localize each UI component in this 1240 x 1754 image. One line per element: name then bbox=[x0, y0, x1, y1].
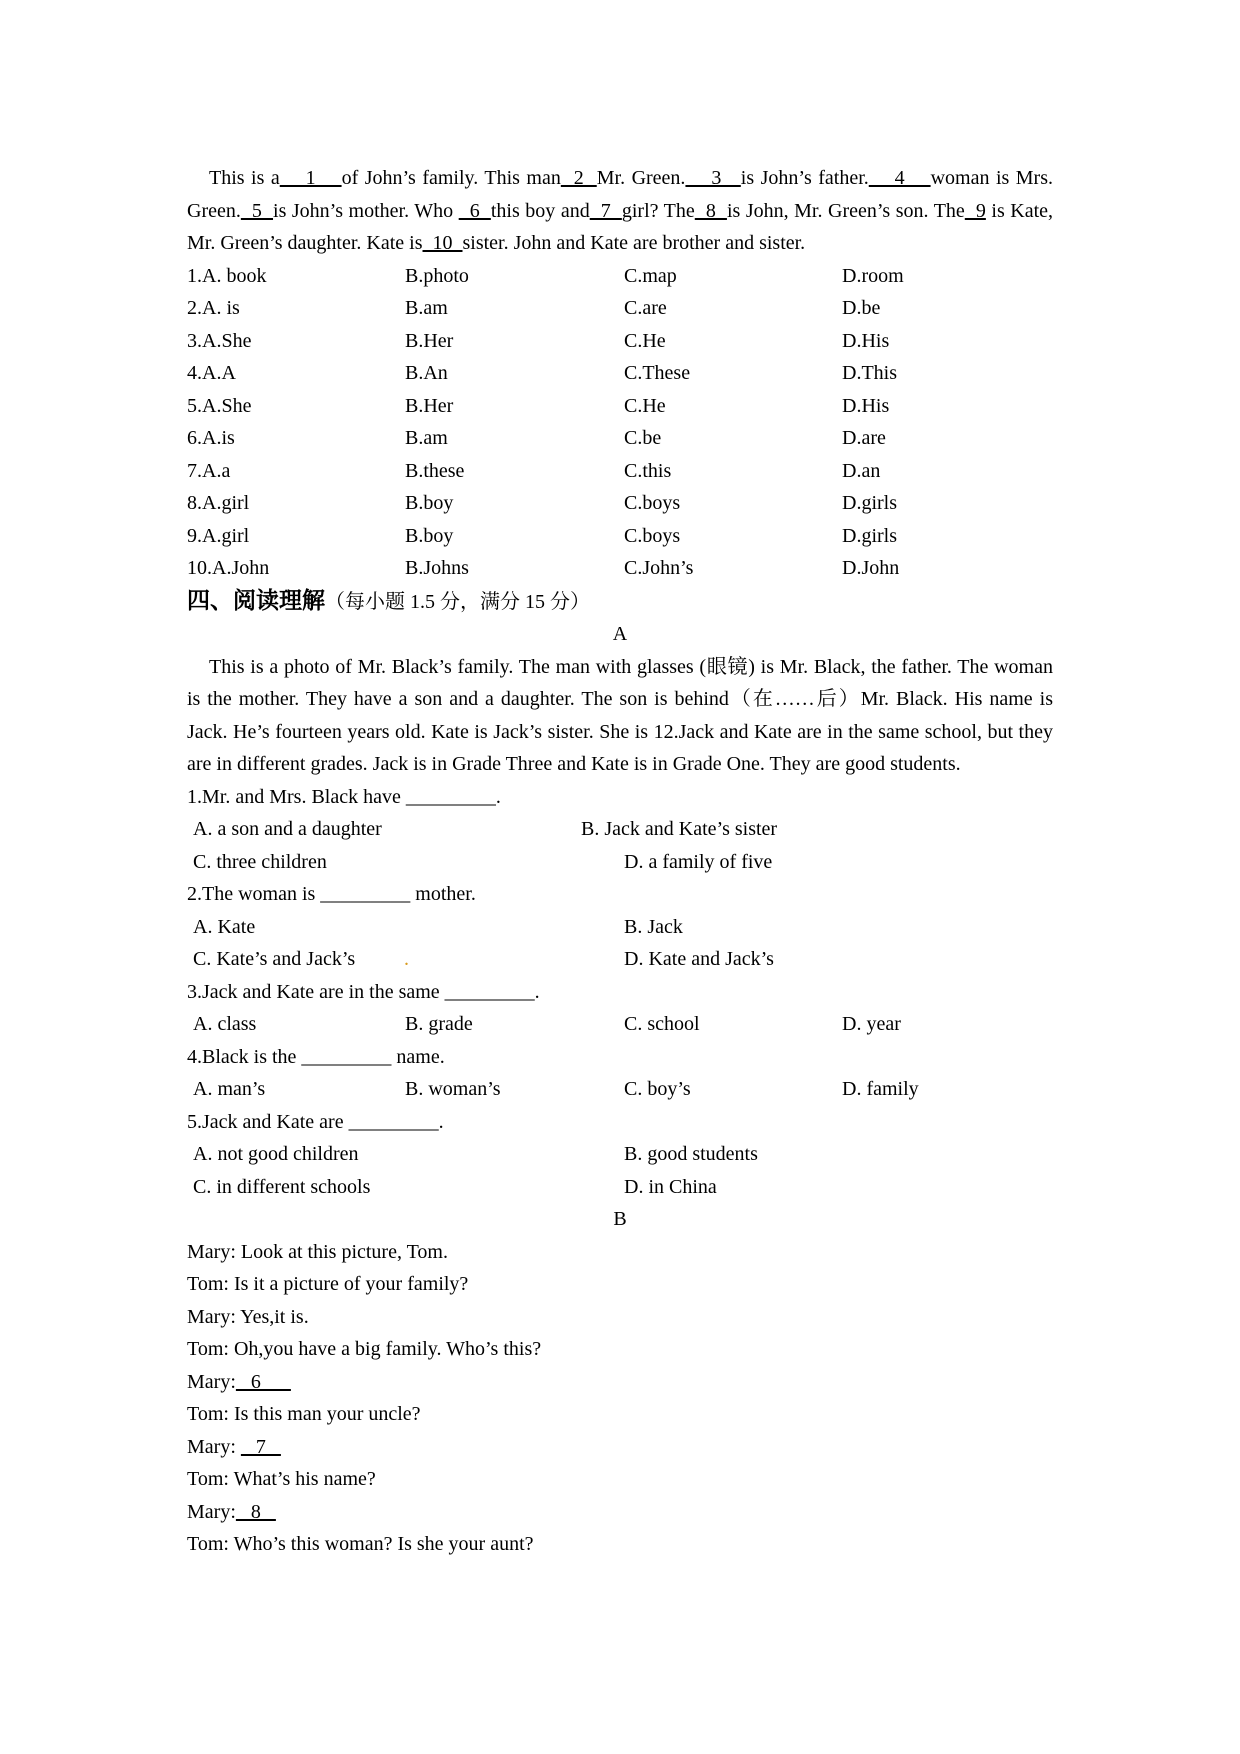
option-d: D.an bbox=[842, 459, 881, 482]
cloze-blank: 7 bbox=[589, 199, 622, 222]
option-c: C.be bbox=[624, 427, 662, 449]
option-d: D.His bbox=[842, 394, 890, 417]
speaker-name: Tom: bbox=[187, 1533, 229, 1555]
option-c: C.John’s bbox=[624, 557, 694, 579]
option-c: C.These bbox=[624, 362, 691, 384]
dialogue-line bbox=[187, 1431, 1053, 1464]
question-1-options-row-2 bbox=[187, 846, 1053, 879]
section-header bbox=[187, 585, 1053, 619]
dialogue-line bbox=[187, 1236, 1053, 1269]
speaker-name: Mary: bbox=[187, 1370, 236, 1393]
speaker-name: Tom: bbox=[187, 1273, 229, 1295]
passage-text-segment: is John’s father. bbox=[740, 167, 869, 189]
option-a: 2.A. is bbox=[187, 297, 240, 319]
speaker-name: Mary: bbox=[187, 1435, 236, 1458]
question-5-stem: 5.Jack and Kate are _________. bbox=[187, 1110, 444, 1133]
option-a: 5.A.She bbox=[187, 394, 252, 417]
option-d: D.His bbox=[842, 329, 890, 352]
dialogue-b bbox=[187, 1236, 1053, 1561]
question-2-options-row-1 bbox=[187, 911, 1053, 944]
option-a: A. a son and a daughter bbox=[193, 818, 382, 840]
option-a: A. class bbox=[193, 1013, 257, 1035]
section-heading: 四、阅读理解 bbox=[187, 587, 325, 614]
dialogue-text: What’s his name? bbox=[228, 1468, 376, 1490]
dialogue-line bbox=[187, 1301, 1053, 1334]
dialogue-text: Look at this picture, Tom. bbox=[235, 1240, 448, 1263]
option-b: B.An bbox=[405, 362, 448, 384]
cloze-question-row bbox=[187, 520, 1053, 553]
dialogue-line bbox=[187, 1398, 1053, 1431]
cloze-questions bbox=[187, 260, 1053, 585]
dialogue-line bbox=[187, 1333, 1053, 1366]
question-4-options bbox=[187, 1073, 1053, 1106]
cloze-question-row bbox=[187, 487, 1053, 520]
option-c: C. Kate’s and Jack’s bbox=[193, 948, 356, 970]
passage-text-segment: is Kate, Mr. Green’s daughter. Kate is bbox=[187, 199, 1054, 254]
cloze-question-row bbox=[187, 357, 1053, 390]
speaker-name: Mary: bbox=[187, 1240, 236, 1263]
dialogue-blank: 7 bbox=[240, 1435, 281, 1458]
passage-text-segment: of John’s family. This man bbox=[341, 167, 561, 189]
option-a: A. man’s bbox=[193, 1078, 266, 1100]
option-b: B. grade bbox=[405, 1013, 473, 1035]
option-b: B.am bbox=[405, 297, 448, 319]
option-b: B. Jack and Kate’s sister bbox=[581, 818, 778, 840]
dialogue-text: Is this man your uncle? bbox=[228, 1403, 421, 1425]
cloze-blank: 6 bbox=[458, 199, 491, 222]
option-c: C.He bbox=[624, 394, 666, 417]
question-1-options-row-1 bbox=[187, 813, 1053, 846]
worksheet-content bbox=[187, 162, 1053, 1561]
dialogue-blank: 6 bbox=[235, 1370, 291, 1393]
cloze-blank: 10 bbox=[422, 232, 463, 254]
question-4-stem: 4.Black is the _________ name. bbox=[187, 1045, 445, 1068]
option-a: 4.A.A bbox=[187, 362, 236, 384]
option-b: B.Johns bbox=[405, 557, 469, 579]
cloze-blank: 8 bbox=[694, 199, 727, 222]
cloze-blank: 5 bbox=[240, 199, 274, 222]
option-d: D. a family of five bbox=[624, 850, 773, 873]
passage-a-label: A bbox=[612, 623, 628, 645]
dialogue-text: Oh,you have a big family. Who’s this? bbox=[228, 1338, 542, 1360]
option-a: A. Kate bbox=[193, 915, 256, 938]
dialogue-line bbox=[187, 1496, 1053, 1529]
dialogue-text: Who’s this woman? Is she your aunt? bbox=[228, 1533, 534, 1555]
option-d: D. Kate and Jack’s bbox=[624, 948, 774, 970]
option-a: 9.A.girl bbox=[187, 524, 250, 547]
option-d: D.John bbox=[842, 557, 900, 579]
option-d: D.are bbox=[842, 427, 886, 449]
option-b: B.these bbox=[405, 459, 465, 482]
option-b: B. good students bbox=[624, 1143, 758, 1165]
dialogue-line bbox=[187, 1463, 1053, 1496]
passage-text-segment: This is a bbox=[209, 167, 280, 189]
cloze-blank: 3 bbox=[685, 167, 741, 189]
question-3-options bbox=[187, 1008, 1053, 1041]
option-b: B.boy bbox=[405, 492, 454, 514]
option-d: D.room bbox=[842, 264, 904, 287]
option-c: C. three children bbox=[193, 850, 327, 873]
passage-text-segment: woman is Mrs. Green. bbox=[187, 167, 1053, 222]
passage-text-segment: Mr. Green. bbox=[596, 167, 686, 189]
option-c: C.map bbox=[624, 264, 677, 287]
speaker-name: Tom: bbox=[187, 1403, 229, 1425]
cloze-question-row bbox=[187, 455, 1053, 488]
option-d: D.be bbox=[842, 297, 881, 319]
cloze-passage bbox=[187, 162, 1053, 260]
passage-a-text: This is a photo of Mr. Black’s family. The man with glasses (眼镜) is Mr. Black, the father. The woman is the mother. They have a son and a daughter. The son is behind（在……后）Mr. Black. His name is Jack. He’s fourteen years old. Kate is Jack’s sister. She is 12.Jack and Kate are in the same school, but they are in different grades. Jack is in Grade Three and Kate is in Grade One. They are good students. bbox=[187, 655, 1053, 775]
option-a: A. not good children bbox=[193, 1143, 359, 1165]
option-d: D.girls bbox=[842, 492, 897, 514]
option-a: 1.A. book bbox=[187, 264, 267, 287]
dialogue-blank: 8 bbox=[235, 1500, 276, 1523]
cloze-blank: 4 bbox=[868, 167, 931, 189]
stray-dot-mark: . bbox=[404, 948, 409, 970]
option-c: C.He bbox=[624, 329, 666, 352]
option-d: D.This bbox=[842, 362, 897, 384]
passage-text-segment: is John’s mother. Who bbox=[273, 199, 459, 222]
dialogue-line bbox=[187, 1268, 1053, 1301]
dialogue-text: Yes,it is. bbox=[235, 1305, 309, 1328]
passage-text-segment: girl? The bbox=[621, 199, 695, 222]
speaker-name: Tom: bbox=[187, 1338, 229, 1360]
dialogue-text: Is it a picture of your family? bbox=[228, 1273, 469, 1295]
option-a: 8.A.girl bbox=[187, 492, 250, 514]
question-5-options-row-1 bbox=[187, 1138, 1053, 1171]
option-b: B. Jack bbox=[624, 915, 683, 938]
option-a: 6.A.is bbox=[187, 427, 235, 449]
question-3-stem: 3.Jack and Kate are in the same _________. bbox=[187, 980, 540, 1003]
option-d: D. family bbox=[842, 1078, 919, 1100]
cloze-blank: 2 bbox=[560, 167, 597, 189]
cloze-question-row bbox=[187, 422, 1053, 455]
option-a: 7.A.a bbox=[187, 459, 231, 482]
question-2-stem: 2.The woman is _________ mother. bbox=[187, 883, 476, 905]
option-b: B.boy bbox=[405, 524, 454, 547]
option-c: C.this bbox=[624, 459, 672, 482]
cloze-question-row bbox=[187, 325, 1053, 358]
cloze-question-row bbox=[187, 260, 1053, 293]
option-b: B.am bbox=[405, 427, 448, 449]
cloze-blank: 1 bbox=[279, 167, 342, 189]
option-a: 3.A.She bbox=[187, 329, 252, 352]
section-score-note: （每小题 1.5 分，满分 15 分） bbox=[325, 590, 590, 613]
option-b: B.photo bbox=[405, 264, 469, 287]
question-5-options-row-2 bbox=[187, 1171, 1053, 1204]
option-b: B. woman’s bbox=[405, 1078, 501, 1100]
option-c: C. in different schools bbox=[193, 1175, 371, 1198]
option-a: 10.A.John bbox=[187, 557, 270, 579]
option-d: D.girls bbox=[842, 524, 897, 547]
option-b: B.Her bbox=[405, 329, 454, 352]
speaker-name: Mary: bbox=[187, 1305, 236, 1328]
option-c: C.boys bbox=[624, 492, 681, 514]
cloze-question-row bbox=[187, 292, 1053, 325]
option-c: C. school bbox=[624, 1013, 700, 1035]
option-d: D. in China bbox=[624, 1175, 717, 1198]
speaker-name: Mary: bbox=[187, 1500, 236, 1523]
question-2-options-row-2 bbox=[187, 943, 1053, 976]
option-c: C. boy’s bbox=[624, 1078, 691, 1100]
option-d: D. year bbox=[842, 1013, 901, 1035]
option-b: B.Her bbox=[405, 394, 454, 417]
passage-text-segment: sister. John and Kate are brother and sister. bbox=[462, 232, 806, 254]
question-1-stem: 1.Mr. and Mrs. Black have _________. bbox=[187, 785, 501, 808]
option-c: C.are bbox=[624, 297, 667, 319]
speaker-name: Tom: bbox=[187, 1468, 229, 1490]
passage-text-segment: this boy and bbox=[490, 199, 590, 222]
passage-b-label: B bbox=[613, 1208, 627, 1230]
option-c: C.boys bbox=[624, 524, 681, 547]
cloze-question-row bbox=[187, 390, 1053, 423]
cloze-question-row bbox=[187, 552, 1053, 585]
cloze-blank: 9 bbox=[964, 199, 986, 222]
dialogue-line bbox=[187, 1366, 1053, 1399]
dialogue-line bbox=[187, 1528, 1053, 1561]
passage-text-segment: is John, Mr. Green’s son. The bbox=[726, 199, 965, 222]
